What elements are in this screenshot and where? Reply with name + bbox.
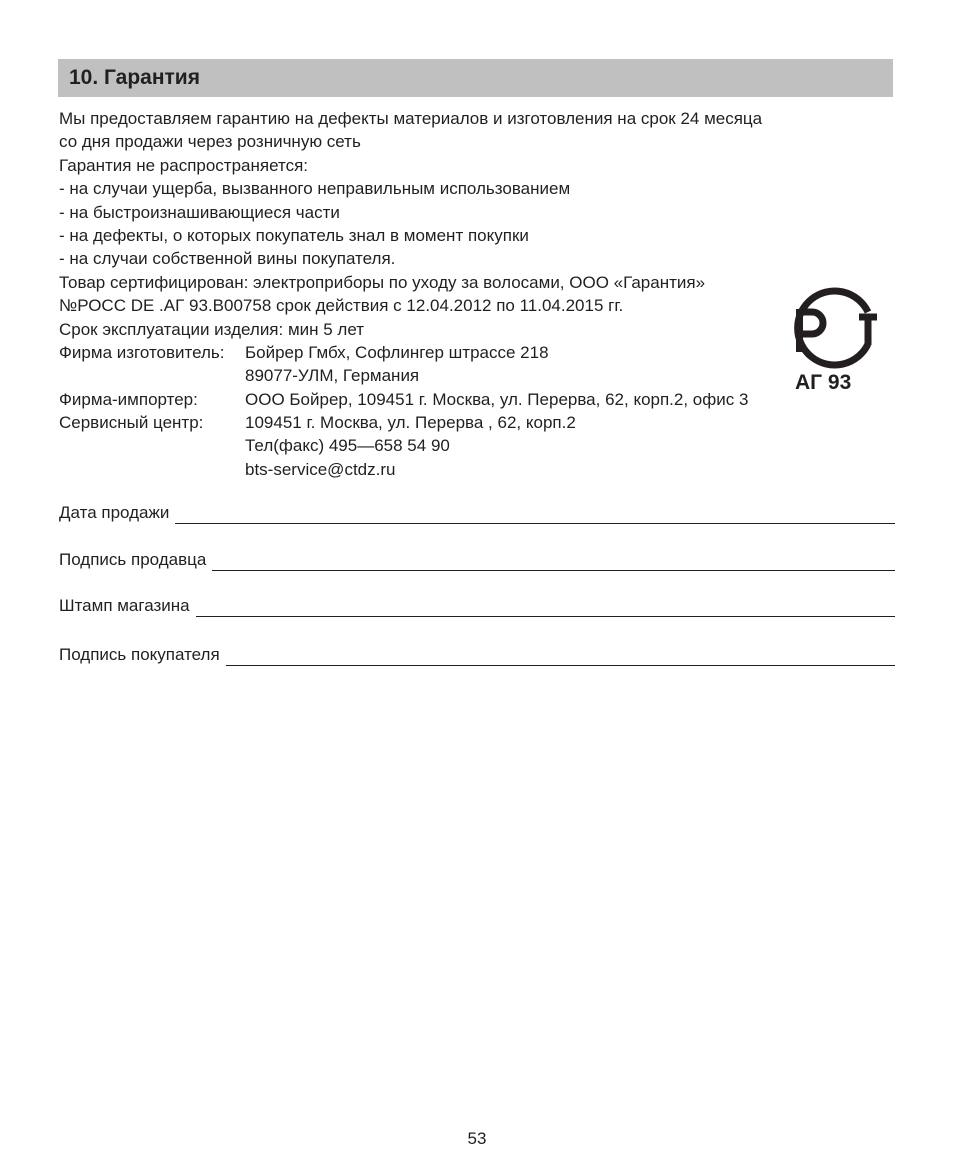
service-email-row xyxy=(59,458,859,481)
service-row xyxy=(59,411,859,434)
pct-certification-mark-icon xyxy=(780,287,880,371)
store-stamp-field[interactable] xyxy=(59,593,895,617)
manufacturer-label: Фирма изготовитель: xyxy=(59,342,225,362)
sale-date-line[interactable] xyxy=(175,503,895,524)
manufacturer-address: Бойрер Гмбх, Софлингер штрассе 218 xyxy=(245,342,549,362)
certificate-line: Товар сертифицирован: электроприборы по уходу за волосами, ООО «Гарантия» xyxy=(59,272,706,292)
importer-address: ООО Бойрер, 109451 г. Москва, ул. Перерва, 62, корп.2, офис 3 xyxy=(245,389,749,409)
service-address: 109451 г. Москва, ул. Перерва , 62, корп.2 xyxy=(245,413,576,433)
warranty-text xyxy=(59,107,859,481)
importer-label: Фирма-импортер: xyxy=(59,389,198,409)
manufacturer-row-2 xyxy=(59,364,859,387)
warranty-line: - на быстроизнашивающиеся части xyxy=(59,202,340,222)
warranty-line: Гарантия не распространяется: xyxy=(59,155,309,175)
service-phone: Тел(факс) 495—658 54 90 xyxy=(245,436,450,456)
certificate-number-line: №РОСС DE .АГ 93.В00758 срок действия с 12.04.2012 по 11.04.2015 гг. xyxy=(59,296,624,316)
service-label: Сервисный центр: xyxy=(59,413,204,433)
page-number: 53 xyxy=(467,1129,487,1148)
section-title: 10. Гарантия xyxy=(69,66,200,89)
manufacturer-city: 89077-УЛМ, Германия xyxy=(245,366,420,386)
service-phone-row xyxy=(59,434,859,457)
certification-code: АГ 93 xyxy=(795,371,852,394)
warranty-line: - на случаи собственной вины покупателя. xyxy=(59,249,396,269)
store-stamp-line[interactable] xyxy=(196,596,895,617)
service-life-line: Срок эксплуатации изделия: мин 5 лет xyxy=(59,319,365,339)
manufacturer-row xyxy=(59,341,859,364)
buyer-signature-field[interactable] xyxy=(59,642,895,666)
sale-date-field[interactable] xyxy=(59,500,895,524)
certification-mark xyxy=(780,287,880,399)
warranty-line: - на дефекты, о которых покупатель знал в момент покупки xyxy=(59,225,529,245)
buyer-signature-line[interactable] xyxy=(226,645,895,666)
warranty-line: - на случаи ущерба, вызванного неправильным использованием xyxy=(59,179,571,199)
warranty-line: со дня продажи через розничную сеть xyxy=(59,132,361,152)
seller-signature-field[interactable] xyxy=(59,547,895,571)
store-stamp-label: Штамп магазина xyxy=(59,596,190,615)
warranty-line: Мы предоставляем гарантию на дефекты материалов и изготовления на срок 24 месяца xyxy=(59,109,763,128)
sale-date-label: Дата продажи xyxy=(59,503,170,522)
buyer-signature-label: Подпись покупателя xyxy=(59,645,220,664)
seller-signature-label: Подпись продавца xyxy=(59,550,207,569)
section-header xyxy=(58,59,893,97)
seller-signature-line[interactable] xyxy=(212,550,895,571)
service-email: bts-service@ctdz.ru xyxy=(245,459,396,479)
importer-row xyxy=(59,388,859,411)
